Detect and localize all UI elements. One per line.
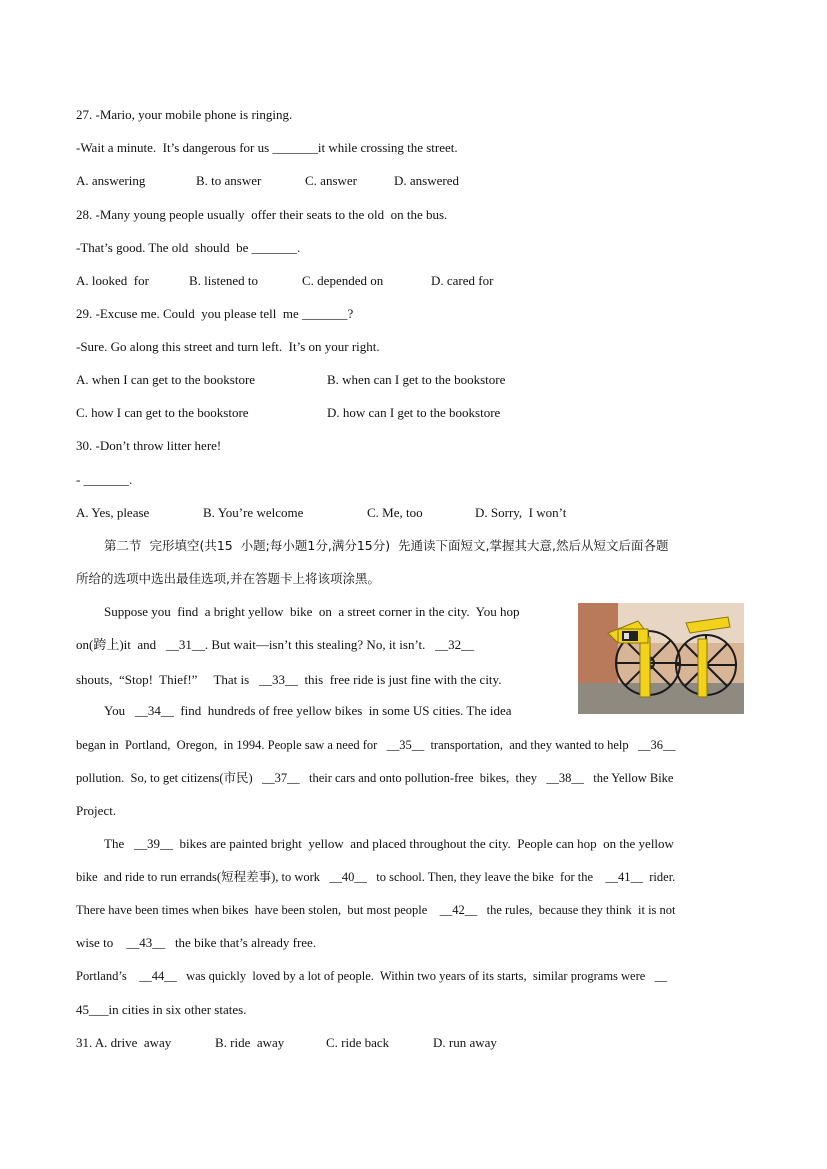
bikes-illustration (578, 603, 744, 714)
q27-option-b: B. to answer (196, 173, 262, 188)
passage-line-3: shouts, “Stop! Thief!” That is __33__ this free ride is just fine with the city. (76, 672, 502, 687)
q31-option-d: D. run away (433, 1035, 497, 1050)
passage-line-8: The __39__ bikes are painted bright yellow and placed throughout the city. People can hop on the yellow (104, 836, 674, 851)
q31-option-b: B. ride away (215, 1035, 285, 1050)
q29-option-b: B. when can I get to the bookstore (327, 372, 506, 387)
q28-response: -That’s good. The old should be _______. (76, 240, 301, 255)
q29-option-c: C. how I can get to the bookstore (76, 405, 249, 420)
passage-line-7: Project. (76, 803, 117, 818)
passage-line-10: There have been times when bikes have been stolen, but most people __42__ the rules, because they think it is not (76, 903, 676, 917)
q30-option-a: A. Yes, please (76, 505, 150, 520)
q27-prompt: 27. -Mario, your mobile phone is ringing. (76, 107, 293, 122)
q30-response: - _______. (76, 472, 133, 487)
q28-option-a: A. looked for (76, 273, 149, 288)
passage-line-9: bike and ride to run errands(短程差事), to work __40__ to school. Then, they leave the bike for the __41__ rider. (76, 870, 676, 884)
q30-option-c: C. Me, too (367, 505, 423, 520)
section-instruction-line2: 所给的选项中选出最佳选项,并在答题卡上将该项涂黑。 (76, 571, 380, 586)
section-instruction-line1: 第二节 完形填空(共15 小题;每小题1分,满分15分) 先通读下面短文,掌握其大意,然后从短文后面各题 (104, 538, 669, 553)
q30-option-d: D. Sorry, I won’t (475, 505, 567, 520)
q31-option-c: C. ride back (326, 1035, 390, 1050)
passage-line-1: Suppose you find a bright yellow bike on a street corner in the city. You hop (104, 604, 520, 619)
q29-option-d: D. how can I get to the bookstore (327, 405, 501, 420)
q29-prompt: 29. -Excuse me. Could you please tell me _______? (76, 306, 354, 321)
yellow-bikes-photo (578, 603, 744, 714)
q30-prompt: 30. -Don’t throw litter here! (76, 438, 222, 453)
q30-option-b: B. You’re welcome (203, 505, 304, 520)
q27-response: -Wait a minute. It’s dangerous for us _______it while crossing the street. (76, 140, 458, 155)
passage-line-4: You __34__ find hundreds of free yellow bikes in some US cities. The idea (104, 703, 512, 718)
q28-prompt: 28. -Many young people usually offer their seats to the old on the bus. (76, 207, 448, 222)
passage-line-13: 45___in cities in six other states. (76, 1002, 247, 1017)
q31-option-a: 31. A. drive away (76, 1035, 172, 1050)
q29-option-a: A. when I can get to the bookstore (76, 372, 256, 387)
passage-line-2: on(跨上)it and __31__. But wait—isn’t this stealing? No, it isn’t. __32__ (76, 637, 475, 652)
passage-line-5: began in Portland, Oregon, in 1994. People saw a need for __35__ transportation, and they wanted to help __36__ (76, 738, 676, 752)
q27-option-d: D. answered (394, 173, 459, 188)
q27-option-a: A. answering (76, 173, 146, 188)
q29-response: -Sure. Go along this street and turn left. It’s on your right. (76, 339, 380, 354)
passage-line-11: wise to __43__ the bike that’s already free. (76, 935, 317, 950)
passage-line-6: pollution. So, to get citizens(市民) __37__ their cars and onto pollution-free bikes, they __38__ the Yellow Bike (76, 771, 674, 785)
q28-option-c: C. depended on (302, 273, 384, 288)
q28-option-b: B. listened to (189, 273, 258, 288)
q27-option-c: C. answer (305, 173, 357, 188)
q28-option-d: D. cared for (431, 273, 494, 288)
passage-line-12: Portland’s __44__ was quickly loved by a lot of people. Within two years of its starts, similar programs were __ (76, 969, 668, 983)
